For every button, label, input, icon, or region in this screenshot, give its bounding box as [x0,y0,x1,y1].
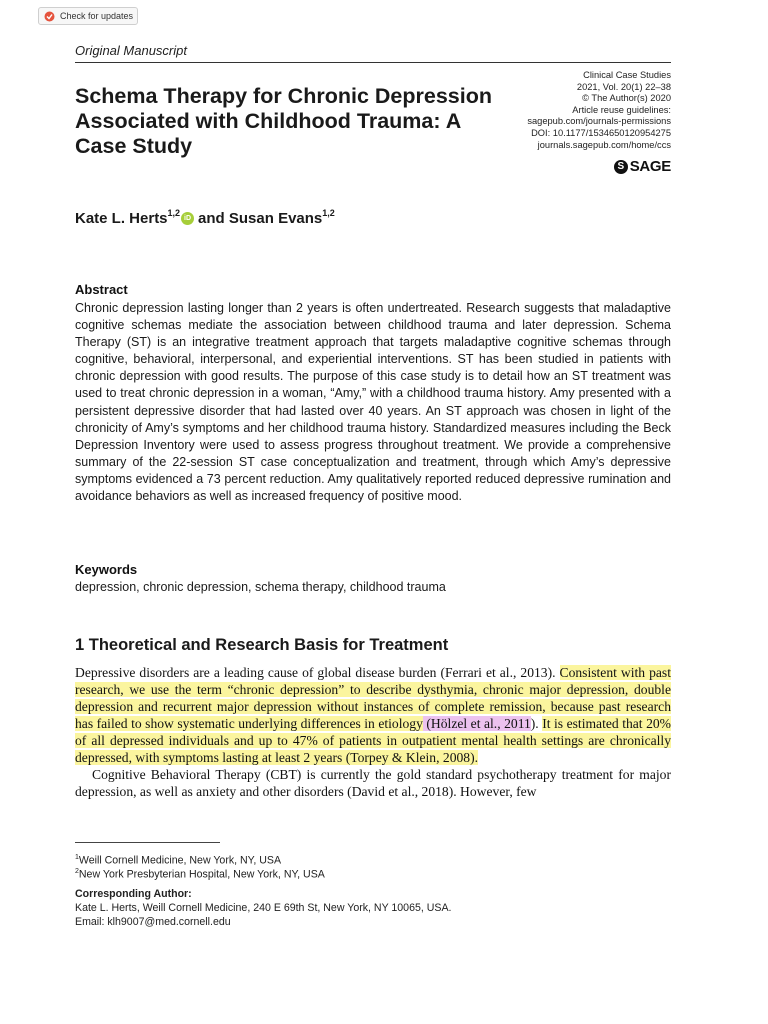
reuse-link[interactable]: sagepub.com/journals-permissions [527,116,671,127]
reuse-guidelines: Article reuse guidelines: [572,104,671,115]
check-updates-label: Check for updates [60,11,134,21]
p1-intro: Depressive disorders are a leading cause of global disease burden (Ferrari et al., 2013). [75,665,560,680]
check-for-updates-badge[interactable] [38,7,138,25]
affiliation-2 [75,865,325,882]
paragraph-1 [75,664,671,766]
affiliation-2-number: 2 [75,868,79,875]
doi[interactable]: DOI: 10.1177/1534650120954275 [531,127,671,138]
affiliation-2-text: New York Presbyterian Hospital, New York, NY, USA [78,868,325,881]
copyright: © The Author(s) 2020 [582,93,671,104]
abstract-text: Chronic depression lasting longer than 2 years is often undertreated. Research suggests that maladaptive cognitive schemas mediate the association between childhood trauma and later depression. Schema Therapy (ST) is an integrative treatment approach that targets maladaptive cognitive schemas through cognitive, behavioral, interpersonal, and experiential interventions. ST has been studied in patients with chronic depression with good results. The purpose of this case study is to detail how an ST treatment was used to treat chronic depression in a woman, “Amy,” with a childhood trauma history. Amy presented with a persistent depressive disorder that had lasted over 40 years. An ST approach was chosen in light of the chronicity of Amy’s symptoms and her childhood trauma history. Standardized measures including the Beck Depression Inventory were used to assess progress throughout treatment. We provide a comprehensive summary of the 22-session ST case conceptualization and treatment, through which Amy’s depressive symptoms evidenced a 73 percent reduction. Amy qualitatively reported reduced depressive rumination and avoidance behaviors as well as increased frequency of positive mood. [75,301,671,504]
highlight-yellow-2: It is estimated that 20% of all depressed individuals and up to 47% of patients in outpatient mental health settings are chronically depressed, with symptoms lasting at least 2 years (Torpey & Klein, 2008). [75,716,671,765]
abstract-heading: Abstract [75,282,128,297]
footnote-rule [75,842,220,843]
affiliation-1-number: 1 [75,854,79,861]
author-1-affiliation: 1,2 [167,208,181,218]
section-heading: 1 Theoretical and Research Basis for Treatment [75,636,449,654]
sage-logo [614,158,671,175]
journal-home-link[interactable]: journals.sagepub.com/home/ccs [537,139,671,150]
corresponding-author-heading: Corresponding Author: [75,888,192,900]
section-body [75,664,671,800]
article-title: Schema Therapy for Chronic Depression Associated with Childhood Trauma: A Case Study [75,84,492,158]
journal-volume: 2021, Vol. 20(1) 22–38 [576,81,671,92]
header-rule [75,62,671,63]
sage-logo-icon: S [614,160,628,174]
corresponding-author-address: Kate L. Herts, Weill Cornell Medicine, 240 E 69th St, New York, NY 10065, USA. [75,902,452,914]
affiliation-1-text: Weill Cornell Medicine, New York, NY, USA [78,854,282,867]
journal-meta [527,70,671,151]
author-2-name: and Susan Evans [198,210,323,227]
p1-connector: ). [530,716,543,731]
author-line [75,210,335,227]
orcid-icon[interactable]: iD [181,212,194,225]
manuscript-type: Original Manuscript [75,43,187,58]
author-1-name: Kate L. Herts [75,210,168,227]
keywords-heading: Keywords [75,562,138,577]
corresponding-author-email[interactable]: Email: klh9007@med.cornell.edu [75,916,231,928]
paragraph-2: Cognitive Behavioral Therapy (CBT) is currently the gold standard psychotherapy treatment for major depression, as well as anxiety and other disorders (David et al., 2018). However, few [75,767,671,799]
highlight-yellow-1: Consistent with past research, we use the term “chronic depression” to describe dysthymia, chronic major depression, double depression and recurrent major depression without instances of complete remission, because past research has failed to show systematic underlying differences in etiology [75,665,671,731]
journal-name: Clinical Case Studies [583,70,671,80]
author-2-affiliation: 1,2 [322,208,335,218]
check-updates-icon [44,11,55,22]
keywords-list: depression, chronic depression, schema therapy, childhood trauma [75,580,446,594]
highlight-pink: (Hölzel et al., 2011 [422,716,531,731]
publisher-name: SAGE [629,158,671,175]
